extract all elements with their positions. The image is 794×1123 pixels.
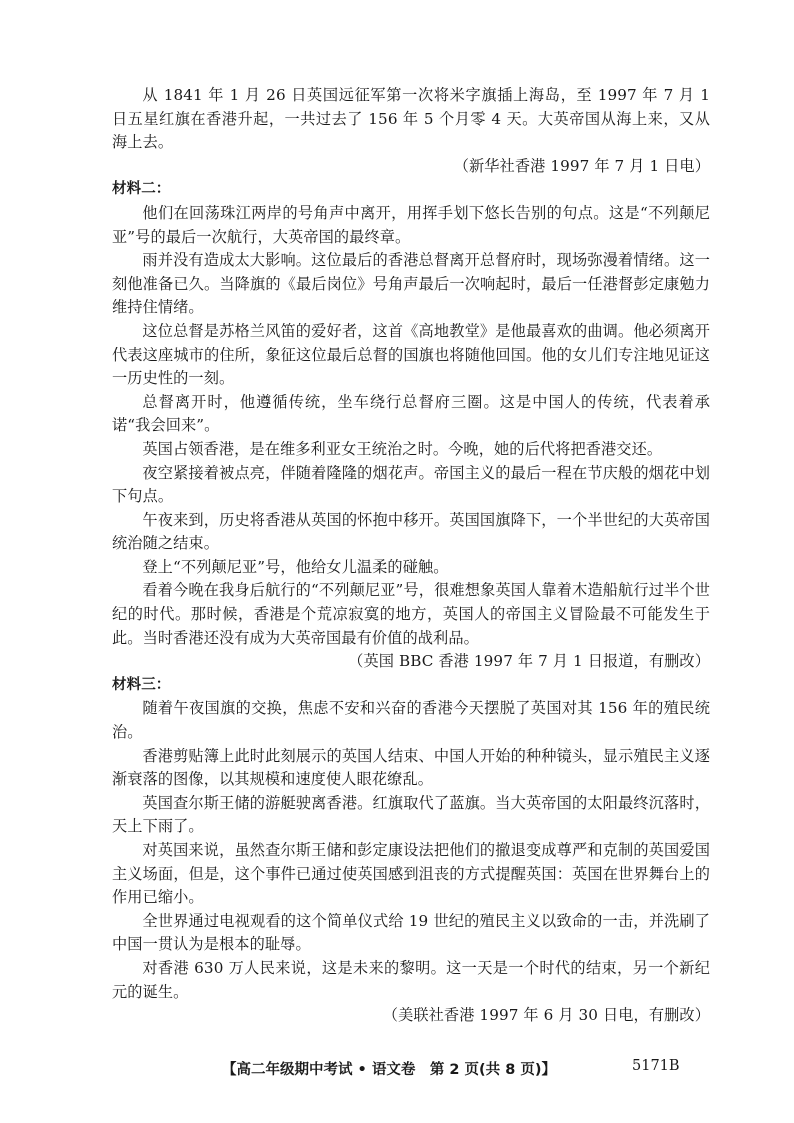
material2-heading: 材料二：: [112, 181, 171, 198]
material3-source: （美联社香港 1997 年 6 月 30 日电，有删改）: [382, 1006, 710, 1025]
material3-paragraph: 香港剪贴簿上此时此刻展示的英国人结束、中国人开始的种种镜头，显示殖民主义逐渐衰落的图像，以其规模和速度使人眼花缭乱。: [112, 746, 710, 789]
material3-heading: 材料三：: [112, 676, 171, 693]
material1-source: （新华社香港 1997 年 7 月 1 日电）: [453, 156, 710, 175]
material3-paragraph: 对英国来说，虽然查尔斯王储和彭定康设法把他们的撤退变成尊严和克制的英国爱国主义场面，但是，这个事件已通过使英国感到沮丧的方式提醒英国：英国在世界舞台上的作用已缩小。: [112, 841, 710, 907]
footer-title: 【高二年级期中考试 • 语文卷 第 2 页(共 8 页)】: [222, 1062, 556, 1078]
material2-paragraph: 总督离开时，他遵循传统，坐车绕行总督府三圈。这是中国人的传统，代表着承诺“我会回来”。: [112, 392, 710, 435]
material2-paragraph: 他们在回荡珠江两岸的号角声中离开，用挥手划下悠长告别的句点。这是“不列颠尼亚”号的最后一次航行，大英帝国的最终章。: [112, 203, 710, 246]
material3-paragraph: 对香港 630 万人民来说，这是未来的黎明。这一天是一个时代的结束，另一个新纪元的诞生。: [112, 958, 710, 1001]
material2-paragraph: 英国占领香港，是在维多利亚女王统治之时。今晚，她的后代将把香港交还。: [142, 439, 663, 458]
material2-paragraph: 看着今晚在我身后航行的“不列颠尼亚”号，很难想象英国人靠着木造船航行过半个世纪的时代。那时候，香港是个荒凉寂寞的地方，英国人的帝国主义冒险最不可能发生于此。当时香港还没有成为大英帝国最有价值的战利品。: [112, 581, 710, 647]
material3-paragraph: 全世界通过电视观看的这个简单仪式给 19 世纪的殖民主义以致命的一击，并洗刷了中国一贯认为是根本的耻辱。: [112, 911, 710, 954]
material2-paragraph: 午夜来到，历史将香港从英国的怀抱中移开。英国国旗降下，一个半世纪的大英帝国统治随之结束。: [112, 510, 710, 553]
material1-paragraph: 从 1841 年 1 月 26 日英国远征军第一次将米字旗插上海岛，至 1997 年 7 月 1 日五星红旗在香港升起，一共过去了 156 年 5 个月零 4 天。大英帝国从海上来，又从海上去。: [112, 86, 710, 152]
material3-paragraph: 随着午夜国旗的交换，焦虑不安和兴奋的香港今天摆脱了英国对其 156 年的殖民统治。: [112, 699, 710, 742]
material3-paragraph: 英国查尔斯王储的游艇驶离香港。红旗取代了蓝旗。当大英帝国的太阳最终沉落时，天上下雨了。: [112, 793, 710, 836]
material2-paragraph: 登上“不列颠尼亚”号，他给女儿温柔的碰触。: [142, 557, 449, 576]
footer-code: 5171B: [632, 1058, 680, 1074]
material2-paragraph: 雨并没有造成太大影响。这位最后的香港总督离开总督府时，现场弥漫着情绪。这一刻他准备已久。当降旗的《最后岗位》号角声最后一次响起时，最后一任港督彭定康勉力维持住情绪。: [112, 251, 710, 317]
material2-paragraph: 夜空紧接着被点亮，伴随着隆隆的烟花声。帝国主义的最后一程在节庆般的烟花中划下句点。: [112, 463, 710, 506]
document-body: [112, 84, 710, 1028]
material2-source: （英国 BBC 香港 1997 年 7 月 1 日报道，有删改）: [348, 652, 710, 671]
material2-paragraph: 这位总督是苏格兰风笛的爱好者，这首《高地教堂》是他最喜欢的曲调。他必须离开代表这座城市的住所，象征这位最后总督的国旗也将随他回国。他的女儿们专注地见证这一历史性的一刻。: [112, 321, 710, 388]
